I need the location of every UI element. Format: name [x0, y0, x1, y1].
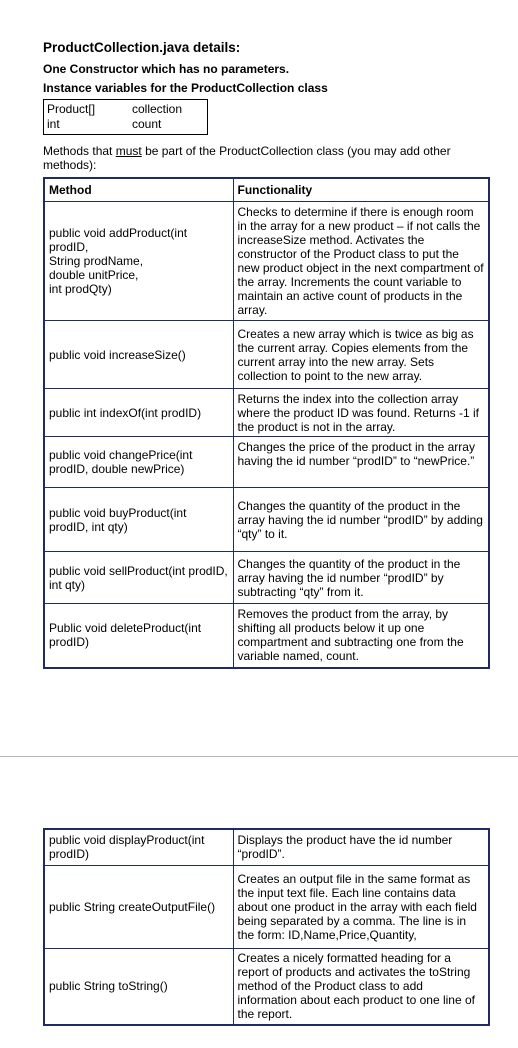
- table-row: [44, 202, 489, 321]
- functionality-cell: Creates a new array which is twice as big as the current array. Copies elements from the current array into the new array. Sets collection to point to the new array.: [233, 321, 489, 389]
- constructor-note: One Constructor which has no parameters.: [43, 62, 290, 76]
- method-cell: public void changePrice(int prodID, double newPrice): [44, 437, 233, 488]
- table-row: [44, 948, 489, 1025]
- instance-vars-box: [43, 99, 208, 135]
- method-cell: public void increaseSize(): [44, 321, 233, 389]
- column-header-functionality: Functionality: [233, 178, 489, 202]
- page-separator: [0, 756, 518, 757]
- method-cell: public void displayProduct(int prodID): [44, 829, 233, 865]
- method-cell: public String toString(): [44, 948, 233, 1025]
- table-row: [44, 321, 489, 389]
- table-row: [44, 389, 489, 437]
- method-cell: public String createOutputFile(): [44, 865, 233, 948]
- method-cell: public int indexOf(int prodID): [44, 389, 233, 437]
- column-header-method: Method: [44, 178, 233, 202]
- page-heading: ProductCollection.java details:: [43, 40, 241, 55]
- methods-table-continued: [43, 828, 490, 1026]
- table-row: [44, 865, 489, 948]
- table-row: [44, 604, 489, 668]
- var-name: count: [132, 116, 162, 131]
- methods-table: [43, 177, 490, 669]
- method-cell: public void addProduct(int prodID, String prodName, double unitPrice, int prodQty): [44, 202, 233, 321]
- methods-intro: [43, 144, 483, 172]
- functionality-cell: Removes the product from the array, by shifting all products below it up one compartment and subtracting one from the variable named, count.: [233, 604, 489, 668]
- functionality-cell: Displays the product have the id number “prodID”.: [233, 829, 489, 865]
- functionality-cell: Changes the quantity of the product in the array having the id number “prodID” by subtracting “qty” from it.: [233, 552, 489, 604]
- table-row: [44, 829, 489, 865]
- intro-text: be part of the ProductCollection class (you may add other methods):: [43, 144, 451, 172]
- functionality-cell: Changes the price of the product in the array having the id number “prodID” to “newPrice.”: [233, 437, 489, 488]
- method-cell: Public void deleteProduct(int prodID): [44, 604, 233, 668]
- table-row: [44, 437, 489, 488]
- var-name: collection: [132, 102, 183, 116]
- method-cell: public void buyProduct(int prodID, int qty): [44, 488, 233, 552]
- functionality-cell: Changes the quantity of the product in the array having the id number “prodID” by adding “qty” to it.: [233, 488, 489, 552]
- instance-var-row: [47, 102, 207, 117]
- var-type: Product[]: [47, 102, 96, 116]
- functionality-cell: Returns the index into the collection array where the product ID was found. Returns -1 if the product is not in the array.: [233, 389, 489, 437]
- table-header-row: [44, 178, 489, 202]
- method-cell: public void sellProduct(int prodID, int qty): [44, 552, 233, 604]
- document-page-2: [0, 758, 518, 1048]
- table-row: [44, 552, 489, 604]
- instance-vars-heading: Instance variables for the ProductCollection class: [43, 81, 328, 95]
- functionality-cell: Creates an output file in the same format as the input text file. Each line contains data about one product in the array with each field being separated by a comma. The line is in the form: ID,Name,Price,Quantity,: [233, 865, 489, 948]
- var-type: int: [47, 116, 60, 131]
- intro-text: Methods that: [43, 144, 116, 158]
- functionality-cell: Checks to determine if there is enough room in the array for a new product – if not calls the increaseSize method. Activates the constructor of the Product class to put the new product object in the next compartment of the array. Increments the count variable to maintain an active count of products in the array.: [233, 202, 489, 321]
- table-row: [44, 488, 489, 552]
- intro-emphasis: must: [115, 144, 142, 158]
- instance-var-row: [47, 117, 207, 132]
- functionality-cell: Creates a nicely formatted heading for a report of products and activates the toString method of the Product class to add information about each product to one line of the report.: [233, 948, 489, 1025]
